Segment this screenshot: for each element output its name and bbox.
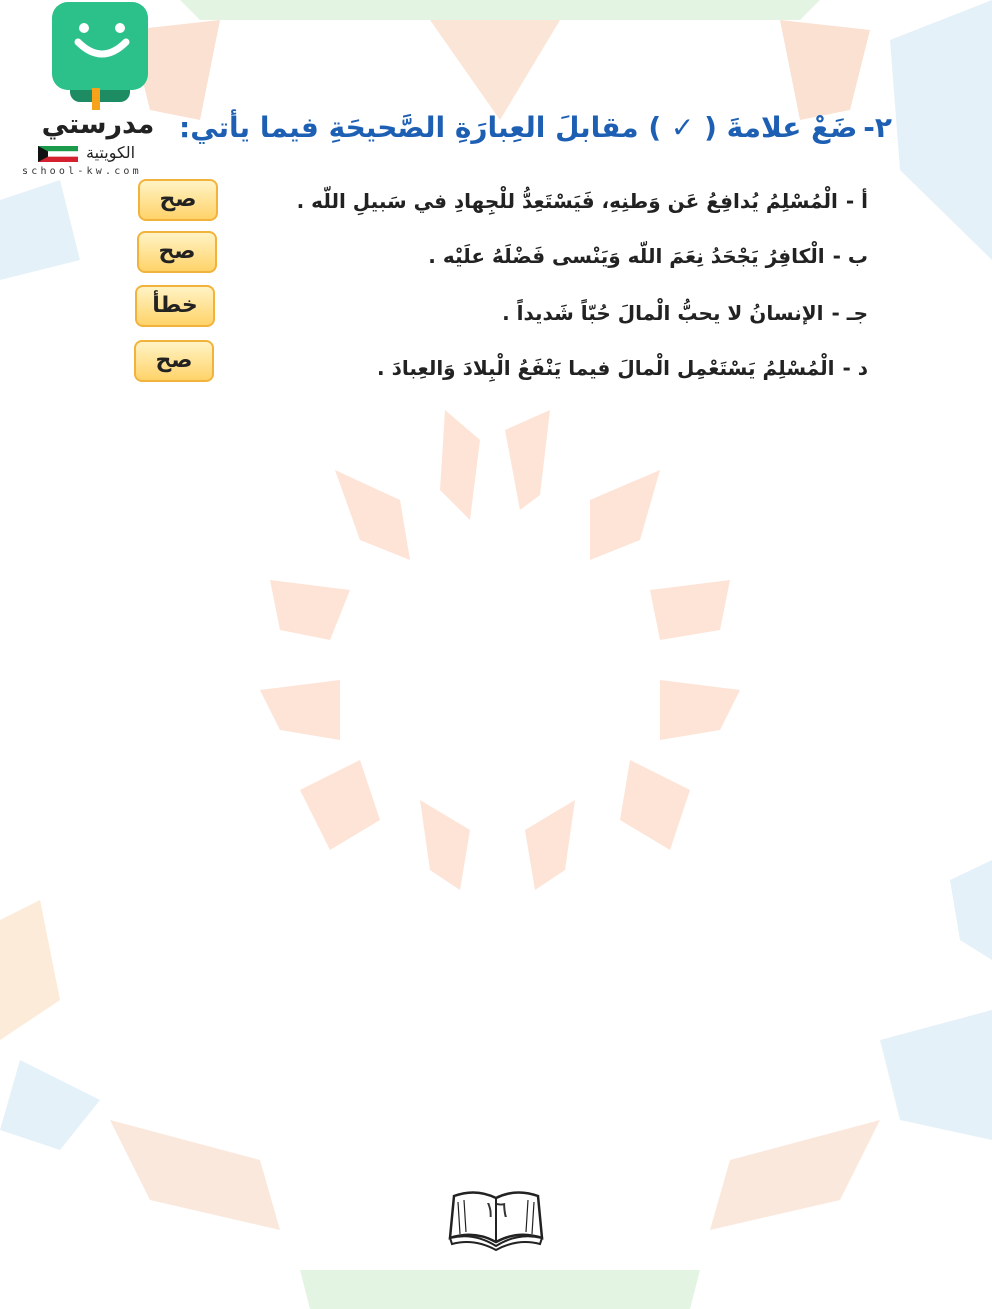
statement-a [248, 186, 868, 216]
statement-text: الإنسانُ لا يحبُّ الْمالَ حُبّاً شَديداً . [502, 301, 824, 325]
statement-d [248, 353, 868, 383]
statement-text: الْمُسْلِمُ يَسْتَعْمِل الْمالَ فيما يَنْفَعُ الْبِلادَ وَالعِبادَ . [377, 356, 835, 380]
exercise-number: ٢- [863, 111, 892, 144]
answer-box-d[interactable]: صح [134, 340, 214, 382]
statement-marker: ب - [832, 244, 868, 268]
answer-box-c[interactable]: خطأ [135, 285, 215, 327]
exercise-instruction: ضَعْ علامةَ ( ✓ ) مقابلَ العِبارَةِ الصَّحيحَةِ فيما يأتي: [179, 111, 858, 144]
logo-subtitle: الكويتية [86, 143, 136, 162]
kuwait-flag-icon [38, 146, 78, 162]
statement-c [248, 298, 868, 328]
answer-box-b[interactable]: صح [137, 231, 217, 273]
smile-icon [62, 8, 142, 78]
statement-b [248, 241, 868, 271]
page-number [446, 1186, 546, 1252]
logo-name: مدرستي [41, 109, 155, 140]
statement-text: الْمُسْلِمُ يُدافِعُ عَن وَطنِهِ، فَيَسْتَعِدُّ للْجِهادِ في سَبيلِ اللّه . [296, 189, 838, 213]
statement-marker: أ - [845, 189, 868, 213]
exercise-heading [179, 106, 892, 150]
statement-text: الْكافِرُ يَجْحَدُ نِعَمَ اللّه وَيَنْسى فَضْلَهُ علَيْه . [428, 244, 825, 268]
site-logo[interactable] [10, 0, 180, 180]
statement-marker: د - [842, 356, 868, 380]
statement-marker: جـ - [831, 301, 868, 325]
logo-url: school-kw.com [22, 166, 142, 177]
page-number-text: ١٦ [484, 1198, 508, 1223]
logo-pin [92, 88, 100, 110]
answer-box-a[interactable]: صح [138, 179, 218, 221]
